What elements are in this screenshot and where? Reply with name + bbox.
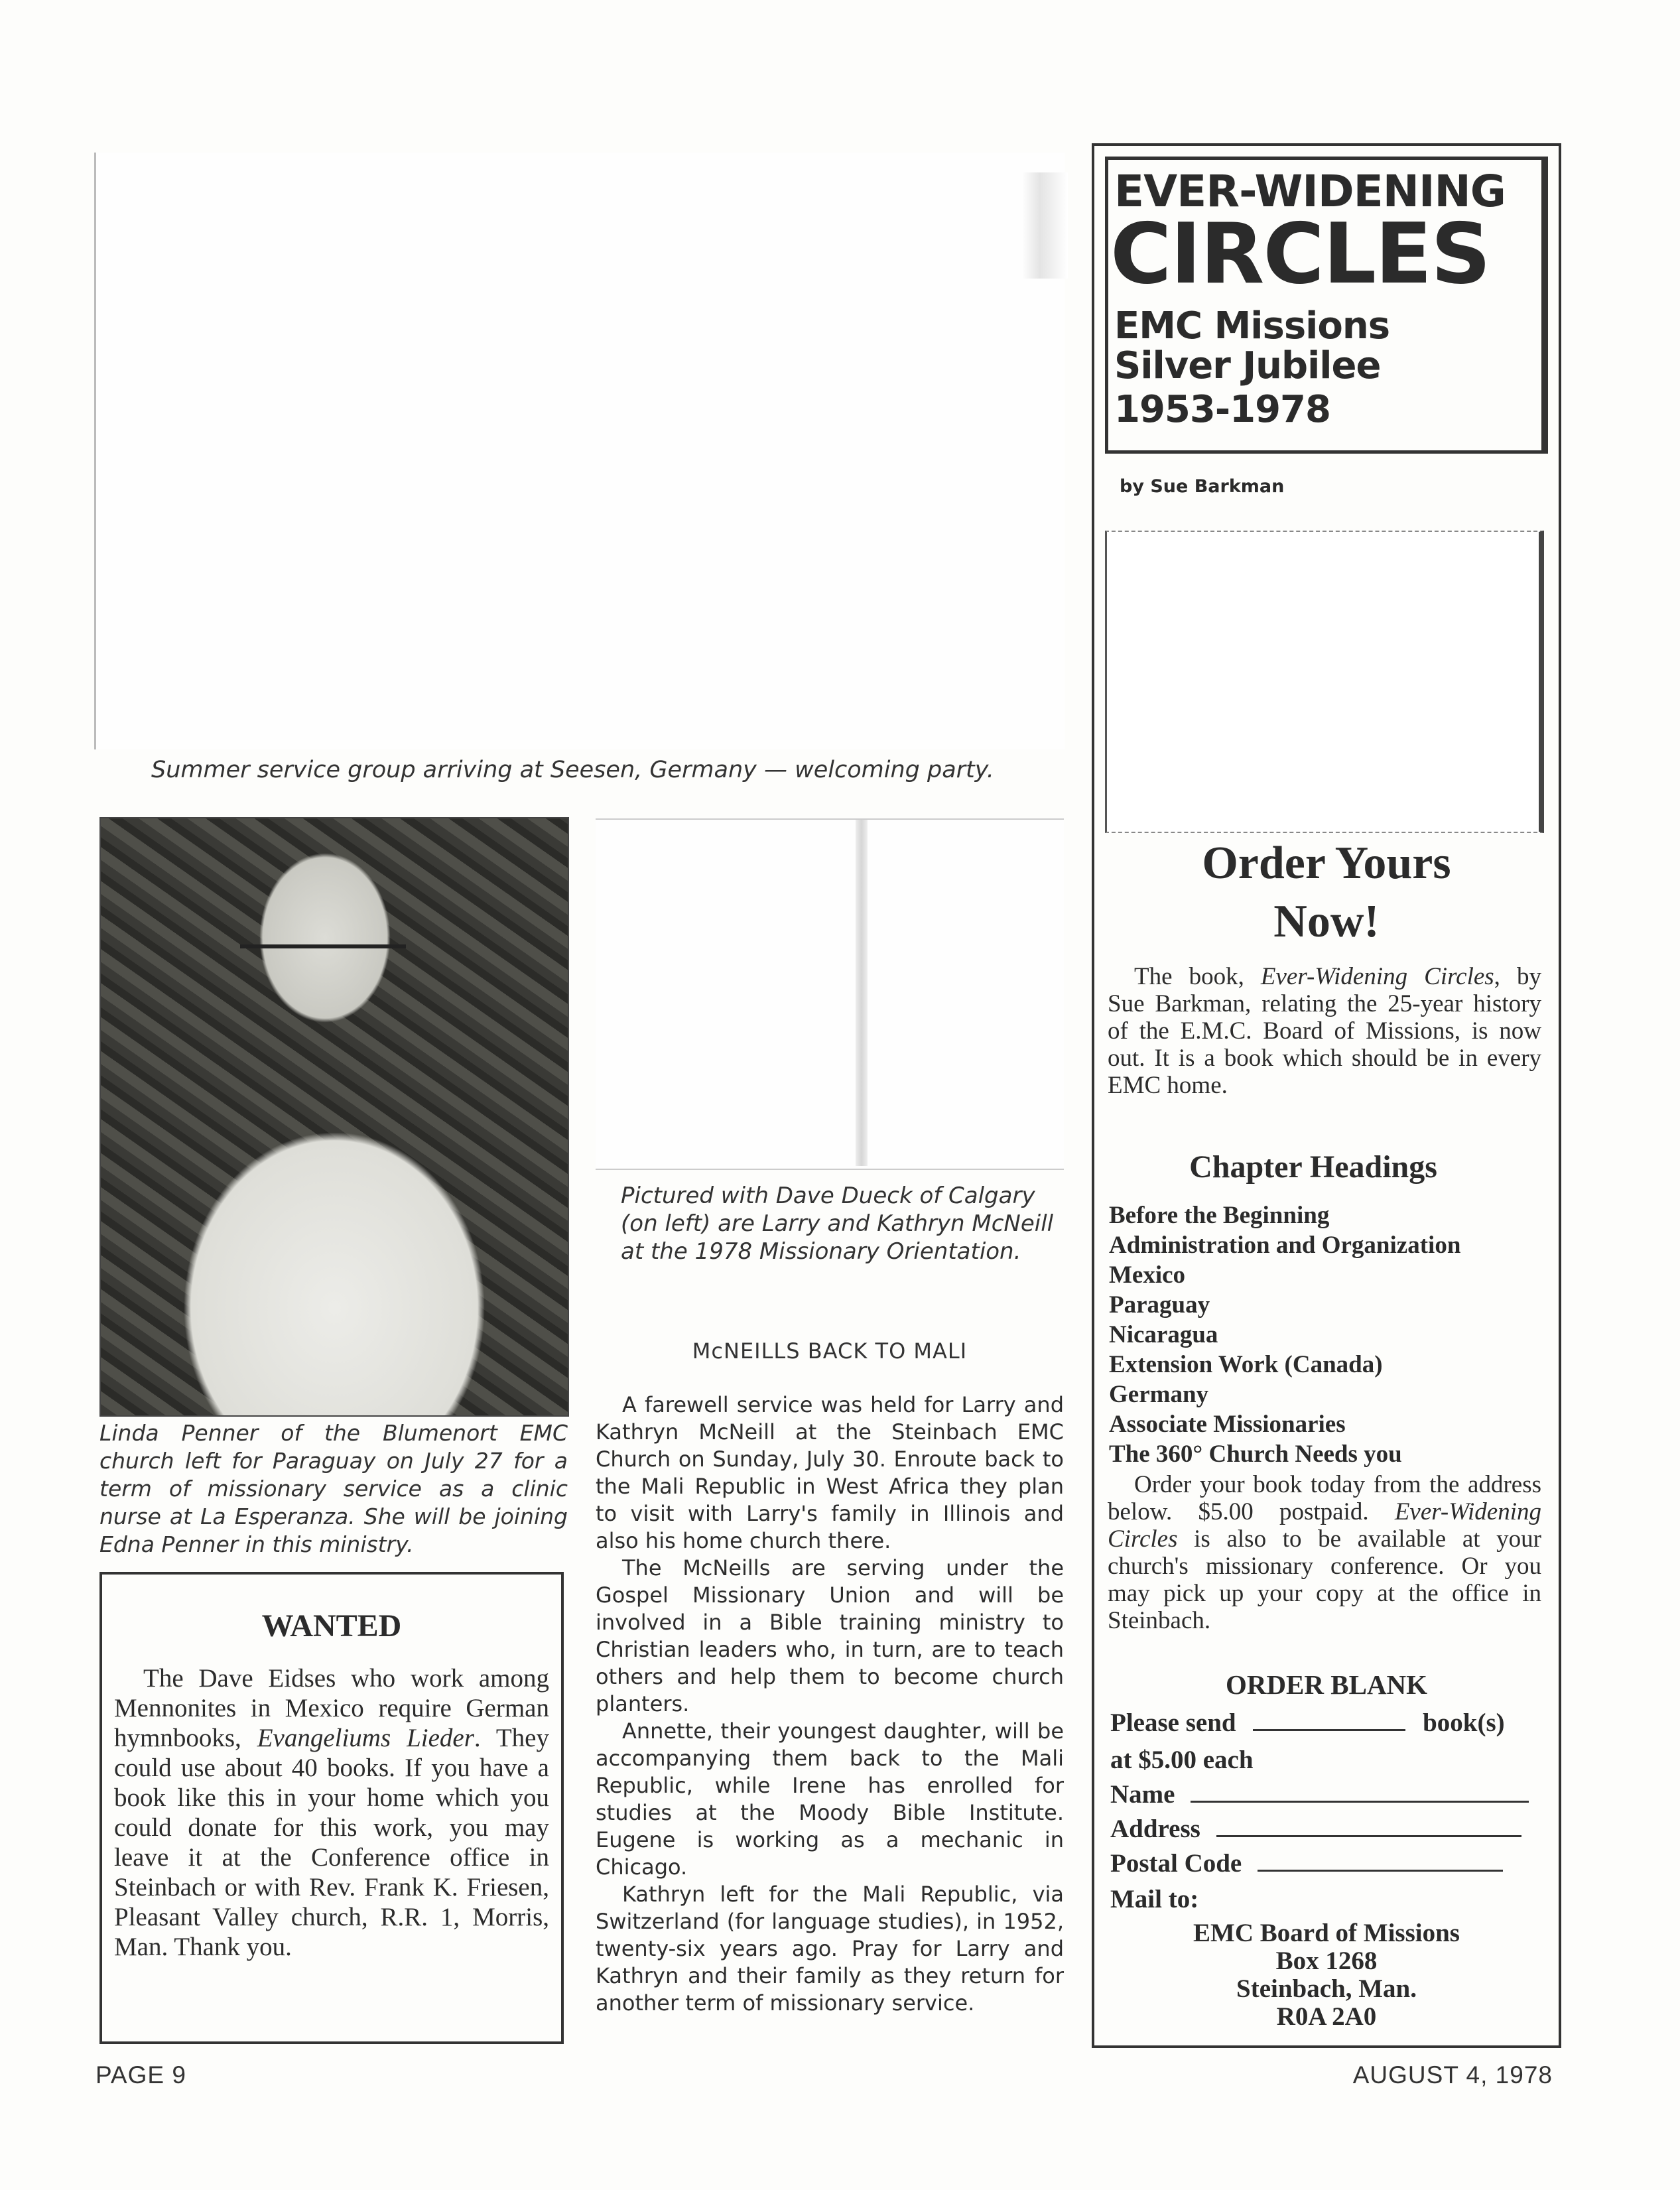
quantity-field[interactable]: [1253, 1709, 1405, 1731]
article-paragraph-3: Annette, their youngest daughter, will be accompanying them back to the Mali Republic, while Irene has enrolled for studies at the Moody Bible Institute. Eugene is working as a mechanic in Chicago.: [596, 1718, 1064, 1880]
mailing-address-line: Box 1268: [1275, 1947, 1378, 1975]
article-headline: McNEILLS BACK TO MALI: [692, 1338, 968, 1364]
book-subtitle-line3: 1953-1978: [1114, 388, 1330, 431]
article-body: [596, 1391, 1064, 2017]
order-row-quantity: [1110, 1706, 1548, 1740]
mcneill-photo: [596, 818, 1064, 1170]
book-intro-before: The book,: [1134, 963, 1261, 990]
top-photo-edge: [1021, 172, 1068, 279]
postal-code-field[interactable]: [1258, 1850, 1503, 1872]
order-instructions: [1108, 1471, 1541, 1634]
chapter-item: Associate Missionaries: [1109, 1411, 1346, 1438]
address-label: Address: [1110, 1815, 1200, 1843]
book-intro-title: Ever-Widening Circles: [1260, 963, 1494, 990]
mail-to-label: Mail to:: [1110, 1885, 1199, 1913]
wanted-text: [114, 1663, 549, 1962]
chapter-item: Administration and Organization: [1109, 1232, 1461, 1259]
chapter-item: Nicaragua: [1109, 1321, 1218, 1348]
order-heading-2: Now!: [1273, 896, 1380, 947]
order-heading-1: Order Yours: [1202, 838, 1451, 889]
mcneill-caption: Pictured with Dave Dueck of Calgary (on left) are Larry and Kathryn McNeill at the 1978 Missionary Orientation.: [621, 1183, 1054, 1265]
chapter-item: Paraguay: [1109, 1291, 1210, 1319]
please-send-label: Please send: [1110, 1708, 1236, 1737]
book-title-line2: CIRCLES: [1110, 205, 1490, 302]
article-paragraph-1: A farewell service was held for Larry and Kathryn McNeill at the Steinbach EMC Church on Sunday, July 30. Enroute back to the Mali Republic in West Africa they plan to visit with Larry's family in Illinois and also his home church there.: [596, 1392, 1064, 1553]
order-blank-heading: ORDER BLANK: [1225, 1669, 1428, 1700]
mailing-address-line: R0A 2A0: [1276, 2002, 1377, 2031]
article-paragraph-2: The McNeills are serving under the Gospel Missionary Union and will be involved in a Bible training ministry to Christian leaders who, in turn, are to teach others and help them to become church planters.: [596, 1555, 1064, 1716]
chapter-heading: Chapter Headings: [1189, 1149, 1437, 1185]
chapter-item: The 360° Church Needs you: [1109, 1441, 1402, 1468]
books-label: book(s): [1423, 1708, 1505, 1737]
book-cover-image: [1105, 531, 1544, 833]
price-label: at $5.00 each: [1110, 1746, 1254, 1774]
penner-caption: Linda Penner of the Blumenort EMC church left for Paraguay on July 27 for a term of missionary service as a clinic nurse at La Esperanza. She will be joining Edna Penner in this ministry.: [99, 1420, 568, 1557]
order-text-after: is also to be available at your church's missionary conference. Or you may pick up your copy at the office in Steinbach.: [1108, 1525, 1541, 1634]
order-text-title: Ever-Widening Circles: [1108, 1498, 1541, 1553]
wanted-text-before: The Dave Eidses who work among Mennonites in Mexico require German hymnbooks,: [114, 1664, 549, 1752]
name-label: Name: [1110, 1780, 1175, 1809]
chapter-list: [1109, 1200, 1547, 1469]
mailing-address-line: EMC Board of Missions: [1193, 1919, 1460, 1947]
top-photo-caption: Summer service group arriving at Seesen, Germany — welcoming party.: [151, 757, 994, 783]
order-text-before: Order your book today from the address below. $5.00 postpaid.: [1108, 1471, 1541, 1525]
wanted-book-title: Evangeliums Lieder: [257, 1724, 474, 1752]
chapter-item: Before the Beginning: [1109, 1202, 1330, 1229]
name-field[interactable]: [1191, 1781, 1529, 1803]
address-field[interactable]: [1216, 1815, 1521, 1837]
wanted-heading: WANTED: [261, 1608, 402, 1643]
page-number: PAGE 9: [96, 2061, 186, 2089]
wanted-text-after: . They could use about 40 books. If you have a book like this in your home which you could donate for this work, you may leave it at the Conference office in Steinbach or with Rev. Frank K. Friesen, Pleasant Valley church, R.R. 1, Morris, Man. Thank you.: [114, 1724, 549, 1961]
glasses-shape: [240, 944, 406, 995]
mailing-address-line: Steinbach, Man.: [1236, 1974, 1417, 2003]
book-intro: [1108, 963, 1541, 1099]
book-intro-after: , by Sue Barkman, relating the 25-year history of the E.M.C. Board of Missions, is now out. It is a book which should be in every EMC home.: [1108, 963, 1541, 1099]
book-byline: by Sue Barkman: [1120, 476, 1285, 497]
book-subtitle-line2: Silver Jubilee: [1114, 344, 1381, 387]
mailing-address: [1101, 1919, 1552, 2031]
chapter-item: Extension Work (Canada): [1109, 1351, 1383, 1378]
article-paragraph-4: Kathryn left for the Mali Republic, via Switzerland (for language studies), in 1952, twenty-six years ago. Pray for Larry and Kathryn and their family as they return for another term of missionary service.: [596, 1882, 1064, 2016]
postal-code-label: Postal Code: [1110, 1849, 1242, 1878]
linda-penner-photo: [99, 817, 569, 1417]
mcneill-photo-divider: [856, 820, 868, 1166]
top-photo: [94, 153, 1065, 749]
issue-date: AUGUST 4, 1978: [1352, 2061, 1553, 2089]
chapter-item: Germany: [1109, 1381, 1209, 1408]
chapter-item: Mexico: [1109, 1261, 1186, 1289]
order-row-postal: [1110, 1846, 1561, 1881]
book-subtitle-line1: EMC Missions: [1114, 304, 1390, 348]
book-title-line1: EVER-WIDENING: [1114, 166, 1506, 217]
order-row-address: [1110, 1812, 1548, 1846]
order-row-name: [1110, 1777, 1548, 1812]
